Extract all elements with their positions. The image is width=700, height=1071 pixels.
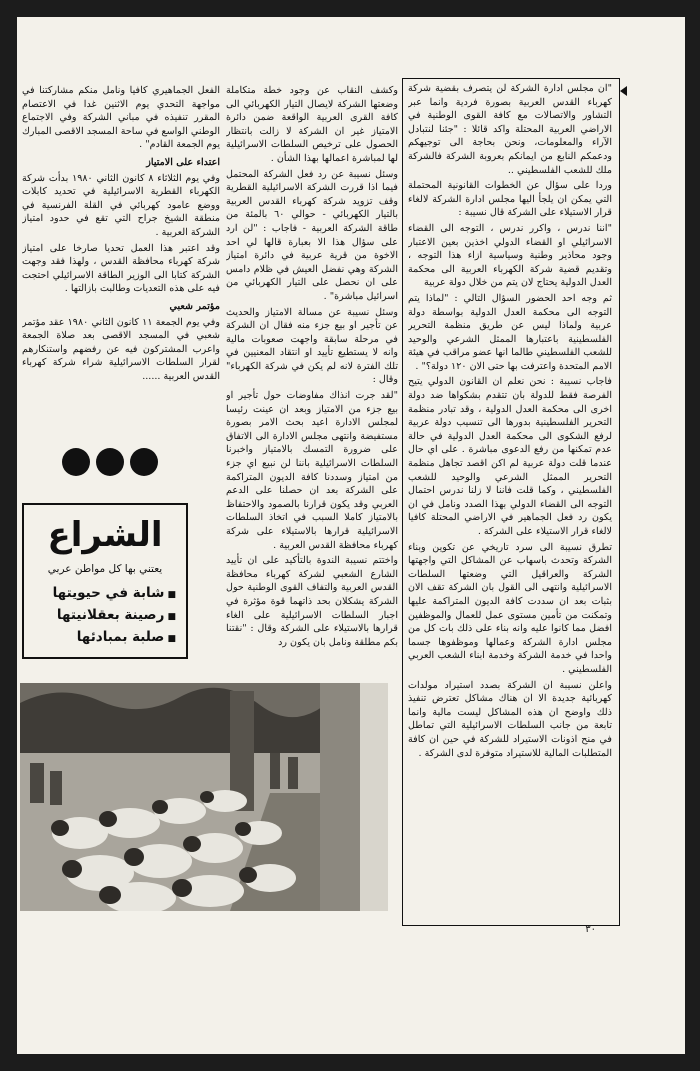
paragraph: وردا على سؤال عن الخطوات القانونية المحتملة التي يمكن ان يلجأ اليها مجلس ادارة الشركة لالغاء قرار الاستيلاء على الشركة قال نسيبة : <box>408 180 612 219</box>
ad-slogan: ■ شابة في حيويتها <box>34 583 176 605</box>
paragraph: "لقد جرت انذاك مفاوضات حول تأجير او بيع جزء من الامتياز وبعد ان عينت رئيسا لمجلس الادارة اعيد بحث الامر بصورة مستفيضة وانتهى مجلس الادارة الى الاتفاق على ضرورة التمسك بالامتياز واخبرنا السلطات الاسرائيلية باننا لن نبيع اي جزء من امتياز وسددنا كافة الديون المتراكمة على الشركة بعد ان حصلنا على الدعم العربي وقد يكون قرارنا بالصمود والاحتفاظ بالامتياز كاملا السبب في اتخاذ السلطات الاسرائيلية قرارها بالاستيلاء على شركة كهرباء محافظة القدس العربية . <box>226 390 398 551</box>
paragraph: وسئل نسيبة عن مسالة الامتياز والحديث عن تأجير او بيع جزء منه فقال ان الشركة في مرحلة سابقة واجهت صعوبات مالية وانه لا يستطيع تأييد او انتقاد المعنيين في تلك الفترة لانه لم يكن في شركة الكهرباء" وقال : <box>226 306 398 386</box>
paragraph: "ان مجلس ادارة الشركة لن يتصرف بقضية شركة كهرباء القدس العربية بصورة فردية وانما عبر التشاور والاتصالات مع كافة القوى الوطنية في الاراضي العربية المحتلة واكد قائلا : "جئنا لنتبادل الآراء والمعلومات، ونحن بحاجة الى توجيهكم ودعمكم النابع من ايمانكم بعروبة الشركة فالشركة ملك للشعب الفلسطيني .. <box>408 83 612 176</box>
ad-slogan: ■ صلبة بمبادئها <box>34 627 176 649</box>
dot-icon <box>62 448 90 476</box>
paragraph: تطرق نسيبة الى سرد تاريخي عن تكوين وبناء الشركة وتحدث باسهاب عن المشاكل التي واجهتها الشركة والعراقيل التي وضعتها السلطات الاسرائيلية وانتهى الى القول بان الشركة تقف الان بثبات بعد ان سددت كافة الديون المتراكمة عليها وتمكنت من تأمين مستوى عمل للعمال والموظفين افضل مما كانوا عليه وانه بناء على ذلك بات كل من مجلس ادارة الشركة وعمالها وموظفوها جسما واحدا في خدمة الشركة وخدمة ابناء الشعب العربي الفلسطيني . <box>408 541 612 675</box>
ad-slogan: ■ رصينة بعقلانيتها <box>34 605 176 627</box>
paragraph: الفعل الجماهيري كافيا ونامل منكم مشاركتنا في مواجهة التحدي يوم الاثنين غدا في الاعتصام المقرر تنفيذه في مباني الشركة وفي الاجتماع الوطني الواسع في ساحة المسجد الاقصى المبارك يوم الجمعة القادم" . <box>22 85 220 151</box>
ad-tagline: يعتني بها كل مواطن عربي <box>47 563 163 575</box>
paragraph: وفي يوم الثلاثاء ٨ كانون الثاني ١٩٨٠ بدأت شركة الكهرباء القطرية الاسرائيلية في تحديد كابلات ووضع عامود كهربائي في القلة الفرنسية في منطقة الشيخ جراح التي تقع في حدود امتياز الشركة العربية . <box>22 172 220 238</box>
photo-illustration <box>20 683 388 911</box>
article-column-2 <box>226 84 398 662</box>
article-column-1 <box>408 82 612 922</box>
section-heading-conference: مؤتمر شعبي <box>169 300 220 312</box>
paragraph: ثم وجه احد الحضور السؤال التالي : "لماذا يتم التوجه الى محكمة العدل الدولية بواسطة دولة عربية ولماذا ليس عن طريق منظمة التحرير الفلسطينية باعتبارها الممثل الشرعي والوحيد للشعب الفلسطيني طالما انها عضو مراقب في هيئة الامم المتحدة واعترفت بها حتى الان ١٢٠ دولة؟" . <box>408 292 612 372</box>
section-heading-violation: اعتداء على الامتياز <box>146 156 220 168</box>
separator-dots <box>62 448 162 482</box>
paragraph: وفي يوم الجمعة ١١ كانون الثاني ١٩٨٠ عقد مؤتمر شعبي في المسجد الاقصى بعد صلاة الجمعة واعرب المشتركون فيه عن رفضهم واستنكارهم لقرار السلطات الاسرائيلية شراء شركة كهرباء القدس العربية ...... <box>22 316 220 382</box>
paragraph: واختتم نسيبة الندوة بالتأكيد على ان تأييد الشارع الشعبي لشركة كهرباء محافظة القدس العربية والتفاف القوى الوطنية حول الشركة يشكلان بحد ذاتهما قوة مؤثرة في اجبار السلطات الاسرائيلية على الغاء قرارها بالاستيلاء على الشركة وقال : "نقتنا بكم مطلقة ونامل بان يكون رد <box>226 555 398 648</box>
paragraph: واعلن نسيبة ان الشركة بصدد استيراد مولدات كهربائية جديدة الا ان هناك مشاكل تعترض تنفيذ ذلك واوضح ان هذه المشاكل ليست مالية وانما تابعة من جانب السلطات الاسرائيلية التي تماطل في منح اذونات الاستيراد للشركة في حين ان كافة المتطلبات المالية للاستيراد متوفرة لدى الشركة . <box>408 679 612 759</box>
crowd-praying-photo <box>20 683 388 911</box>
column-marker <box>620 86 627 96</box>
al-shiraa-advertisement <box>22 503 188 659</box>
paragraph: وكشف النقاب عن وجود خطة متكاملة وضعتها الشركة لايصال التيار الكهربائي الى كافة القرى العربية الواقعة ضمن دائرة الامتياز غير ان الشركة لا زالت بانتظار الحصول على ترخيص السلطات الاسرائيلية لها لمباشرة اعمالها بهذا الشأن . <box>226 85 398 164</box>
paragraph: "اننا ندرس ، واكرر ندرس ، التوجه الى القضاء الاسرائيلي او القضاء الدولي اخذين بعين الاعتبار وجود محاذير وطنية وسياسية ازاء هذا التوجه ، وتقديم قضية شركة الكهرباء العربية الى محكمة العدل الدولية يحتاج لان يتم من خلال دولة عربية <box>408 222 612 289</box>
page-number: ٣٠ <box>585 924 596 935</box>
dot-icon <box>96 448 124 476</box>
dot-icon <box>130 448 158 476</box>
ad-logo: الشراع <box>47 515 163 555</box>
ad-slogans <box>34 583 176 649</box>
paragraph: وسئل نسيبة عن رد فعل الشركة المحتمل فيما اذا قررت الشركة الاسرائيلية القطرية وقف تزويد شركة كهرباء القدس العربية بالتيار الكهربائي - حوالي ٦٠ بالمئة من طاقة الشركة العربية - فاجاب : "لن ارد على سؤال هذا الا بعبارة قالها لي احد الاخوة من قرية عربية في دائرة امتياز الشركة وهي نفضل العيش في ظلام دامس على ان نحصل على التيار الكهربائي من اسرائيل مباشرة" . <box>226 168 398 302</box>
article-column-3 <box>22 84 220 422</box>
paragraph: فاجاب نسيبة : نحن نعلم ان القانون الدولي يتيح الفرصة فقط للدولة بان تتقدم بشكواها ضد دولة اخرى الى محكمة العدل الدولية ، وقد تبادر منظمة التحرير الفلسطينية بدورها الى تنسيب دولة عربية لرفع الشكوى الى محكمة العدل الدولية في حالة عدم تمكنها من رفع الدعوى مباشرة . على اي حال عندما قلت دولة عربية لم اكن اقصد تجاهل منظمة التحرير الممثل الشرعي والوحيد للشعب الفلسطيني ، وكما قلت فاننا لا زلنا ندرس احتمال التوجه الى القضاء الدولي بهذا الصدد ونامل في ان يكون رد فعل الجماهير في الاراضي المحتلة كافيا لالغاء قرار الاستيلاء على الشركة . <box>408 376 612 537</box>
paragraph: وقد اعتبر هذا العمل تحديا صارخا على امتياز شركة كهرباء محافظة القدس ، ولهذا فقد وجهت الشركة كتابا الى الوزير الطاقة الاسرائيلي احتجت فيه على هذه التعديات وطالبت بازالتها . <box>22 242 220 295</box>
